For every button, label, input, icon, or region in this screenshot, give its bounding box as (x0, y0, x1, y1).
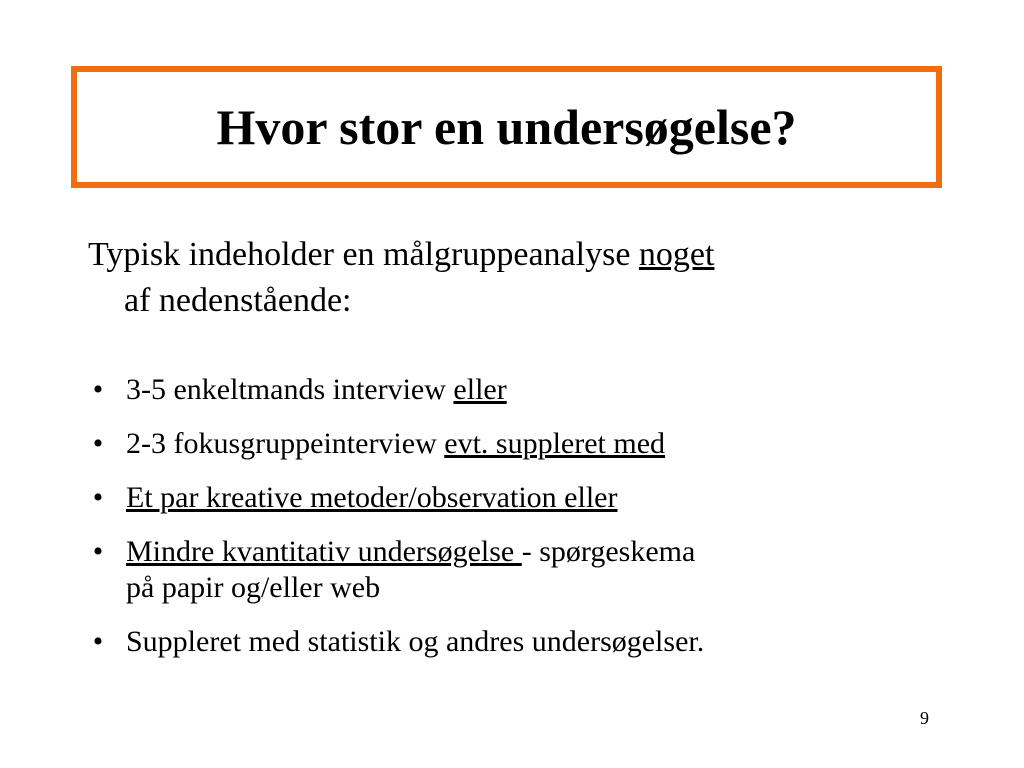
bullet-text: - spørgeskema (521, 535, 696, 568)
bullet-underlined: eller (453, 373, 507, 406)
list-item (88, 372, 968, 408)
list-item (88, 426, 968, 462)
bullet-text: 3-5 enkeltmands interview (126, 373, 454, 406)
intro-paragraph (88, 232, 984, 324)
intro-underlined: noget (638, 236, 715, 273)
list-item (88, 480, 968, 516)
title-box (71, 66, 942, 188)
bullet-icon: • (92, 535, 104, 568)
intro-line2: af nedenstående: (124, 282, 352, 319)
page-number: 9 (920, 708, 929, 728)
bullet-list (88, 372, 968, 678)
bullet-icon: • (92, 427, 104, 460)
list-item (88, 534, 968, 606)
bullet-icon: • (92, 625, 104, 658)
list-item (88, 624, 968, 660)
slide-title: Hvor stor en undersøgelse? (216, 99, 797, 155)
bullet-underlined: evt. suppleret med (444, 427, 666, 460)
bullet-icon: • (92, 373, 104, 406)
bullet-underlined: Mindre kvantitativ undersøgelse (126, 535, 522, 568)
bullet-icon: • (92, 481, 104, 514)
bullet-line2: på papir og/eller web (126, 571, 381, 604)
bullet-underlined: Et par kreative metoder/observation eller (126, 481, 618, 514)
bullet-text: Suppleret med statistik og andres undersøgelser. (126, 625, 705, 658)
intro-text: Typisk indeholder en målgruppeanalyse (88, 236, 639, 273)
bullet-text: 2-3 fokusgruppeinterview (126, 427, 445, 460)
